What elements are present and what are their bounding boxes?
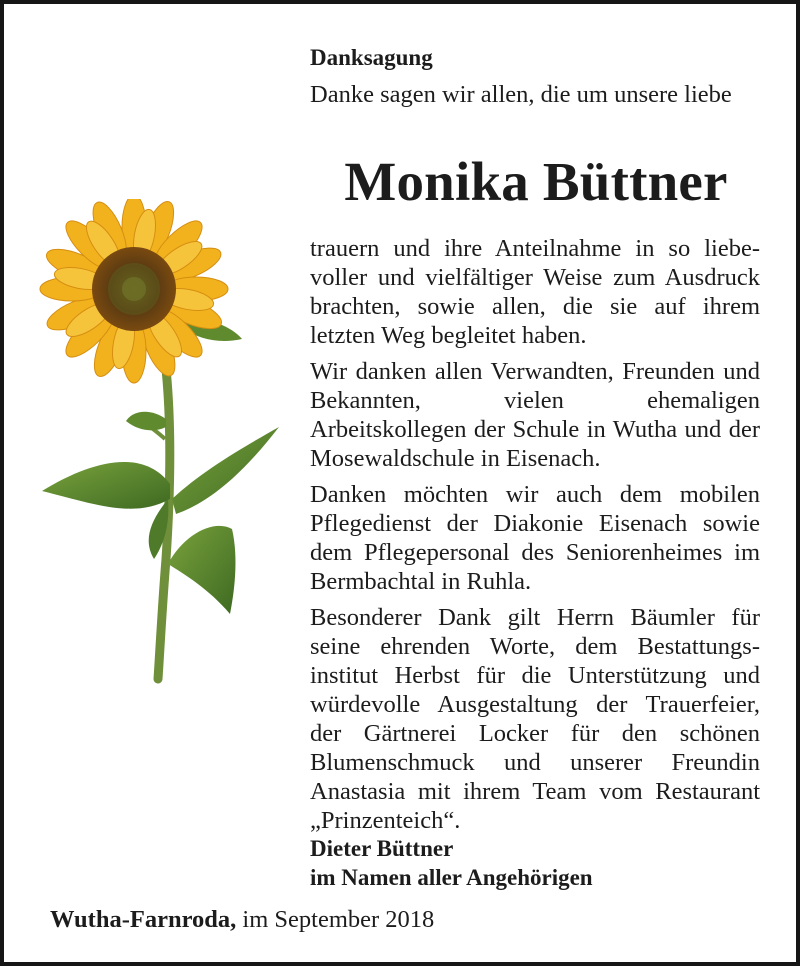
footer xyxy=(50,905,434,934)
sunflower-icon xyxy=(34,199,294,689)
footer-date: im September 2018 xyxy=(242,906,435,933)
signature-line: im Namen aller Angehörigen xyxy=(310,865,593,890)
signature-name: Dieter Büttner xyxy=(310,836,454,861)
paragraph: Besonderer Dank gilt Herrn Bäumler für seine ehrenden Worte, dem Bestattungsinstitut Herbst für die Unterstützung und würdevolle Ausgestaltung der Trauerfeier, der Gärtnerei Locker für den schönen Blumenschmuck und unserer Freundin Anastasia mit ihrem Team vom Restaurant „Prinzenteich“. xyxy=(310,604,760,834)
deceased-name: Monika Büttner xyxy=(344,151,728,212)
intro-text: Danke sagen wir allen, die um unsere liebe xyxy=(310,81,732,108)
footer-place: Wutha-Farnroda, xyxy=(50,906,237,933)
paragraph: Wir danken allen Verwandten, Freunden und Bekannten, vielen ehemaligen Arbeitskollegen der Schule in Wutha und der Mosewaldschule in Eisenach. xyxy=(310,358,760,472)
paragraph: Danken möchten wir auch dem mobilen Pflegedienst der Diakonie Eisenach sowie dem Pflegepersonal des Seniorenheimes im Bermbachtal in Ruhla. xyxy=(310,481,760,595)
paragraph: trauern und ihre Anteilnahme in so liebevoller und vielfältiger Weise zum Ausdruck brachten, sowie allen, die sie auf ihrem letzten Weg begleitet haben. xyxy=(310,235,760,349)
signature xyxy=(310,834,760,892)
heading: Danksagung xyxy=(310,45,433,70)
body-text xyxy=(310,234,760,842)
